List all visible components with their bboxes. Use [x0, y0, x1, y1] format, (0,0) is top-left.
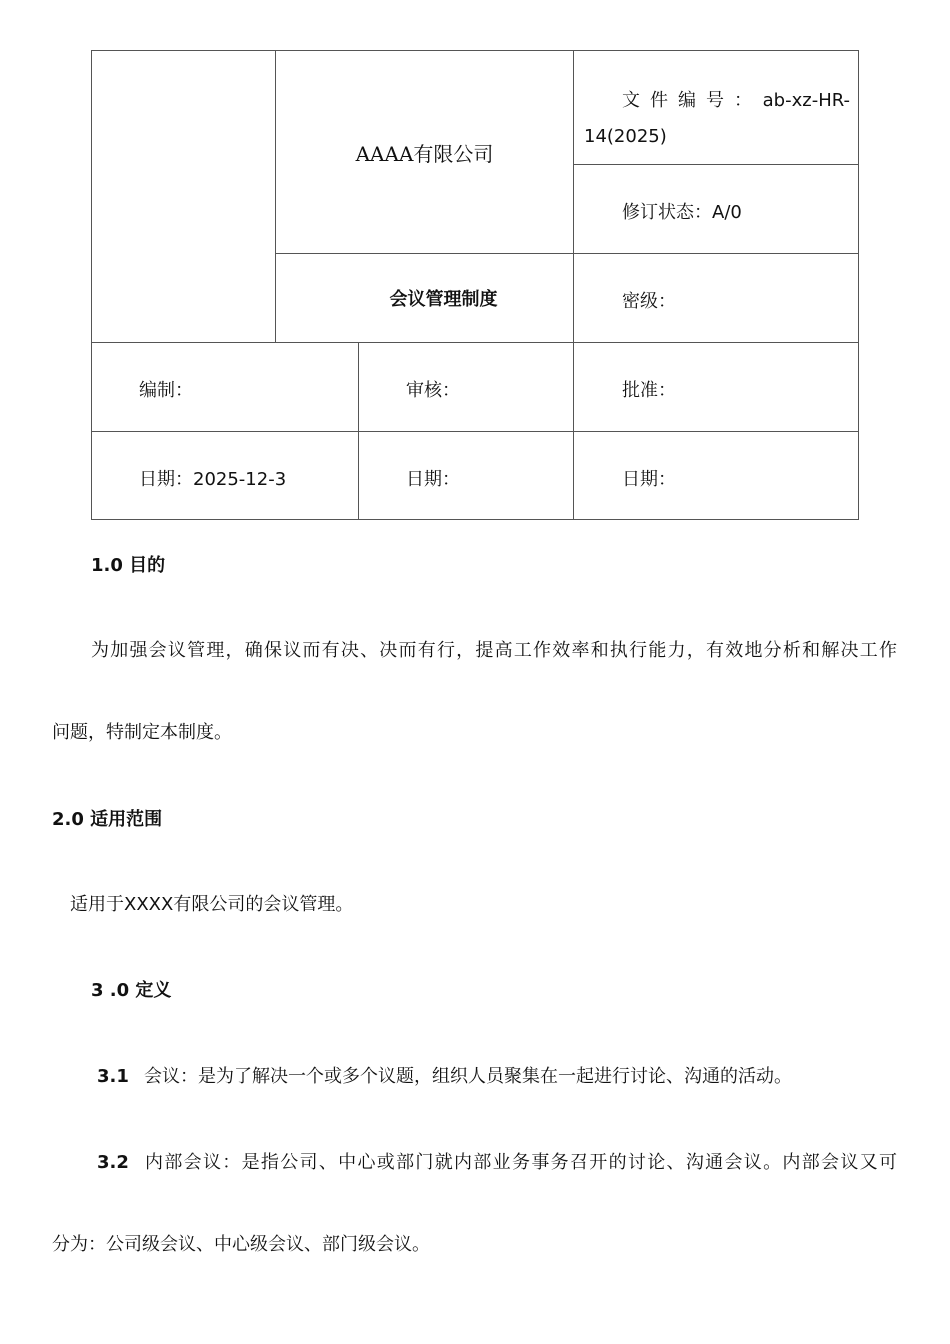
- reviewed-date: 日期：: [358, 431, 574, 520]
- approved-by: 批准：: [573, 342, 859, 432]
- section-3-heading: 3 .0 定义: [91, 980, 172, 1001]
- section-3-2-text-line2: 分为：公司级会议、中心级会议、部门级会议。: [52, 1234, 430, 1255]
- prepared-by: 编制：: [91, 342, 359, 432]
- section-1-paragraph-line1: 为加强会议管理，确保议而有决、决而有行，提高工作效率和执行能力，有效地分析和解决工作: [91, 640, 897, 661]
- document-number-value-part1: ab-xz-HR-: [762, 90, 850, 111]
- logo-cell: [91, 50, 276, 343]
- prepared-date: 日期：2025-12-3: [91, 431, 359, 520]
- document-number-cell: [573, 50, 859, 165]
- section-1-heading: 1.0 目的: [91, 555, 166, 576]
- document-number-label: 文件编号：: [622, 90, 762, 111]
- company-name: AAAA有限公司: [275, 50, 574, 254]
- approved-date: 日期：: [573, 431, 859, 520]
- reviewed-by: 审核：: [358, 342, 574, 432]
- section-2-heading: 2.0 适用范围: [52, 809, 163, 830]
- section-3-2-text-line1: 内部会议：是指公司、中心或部门就内部业务事务召开的讨论、沟通会议。内部会议又可: [145, 1152, 897, 1173]
- revision-status: 修订状态：A/0: [573, 164, 859, 254]
- section-3-2-number: 3.2: [97, 1152, 129, 1173]
- section-3-1-number: 3.1: [97, 1066, 129, 1087]
- section-3-1-text: 会议：是为了解决一个或多个议题，组织人员聚集在一起进行讨论、沟通的活动。: [144, 1066, 792, 1087]
- section-2-paragraph: 适用于XXXX有限公司的会议管理。: [70, 894, 354, 915]
- document-number-value-part2: 14(2025): [584, 126, 667, 147]
- document-header-table: [91, 50, 859, 520]
- document-title: 会议管理制度: [275, 253, 574, 343]
- secrecy-level: 密级：: [573, 253, 859, 343]
- section-1-paragraph-line2: 问题，特制定本制度。: [52, 722, 232, 743]
